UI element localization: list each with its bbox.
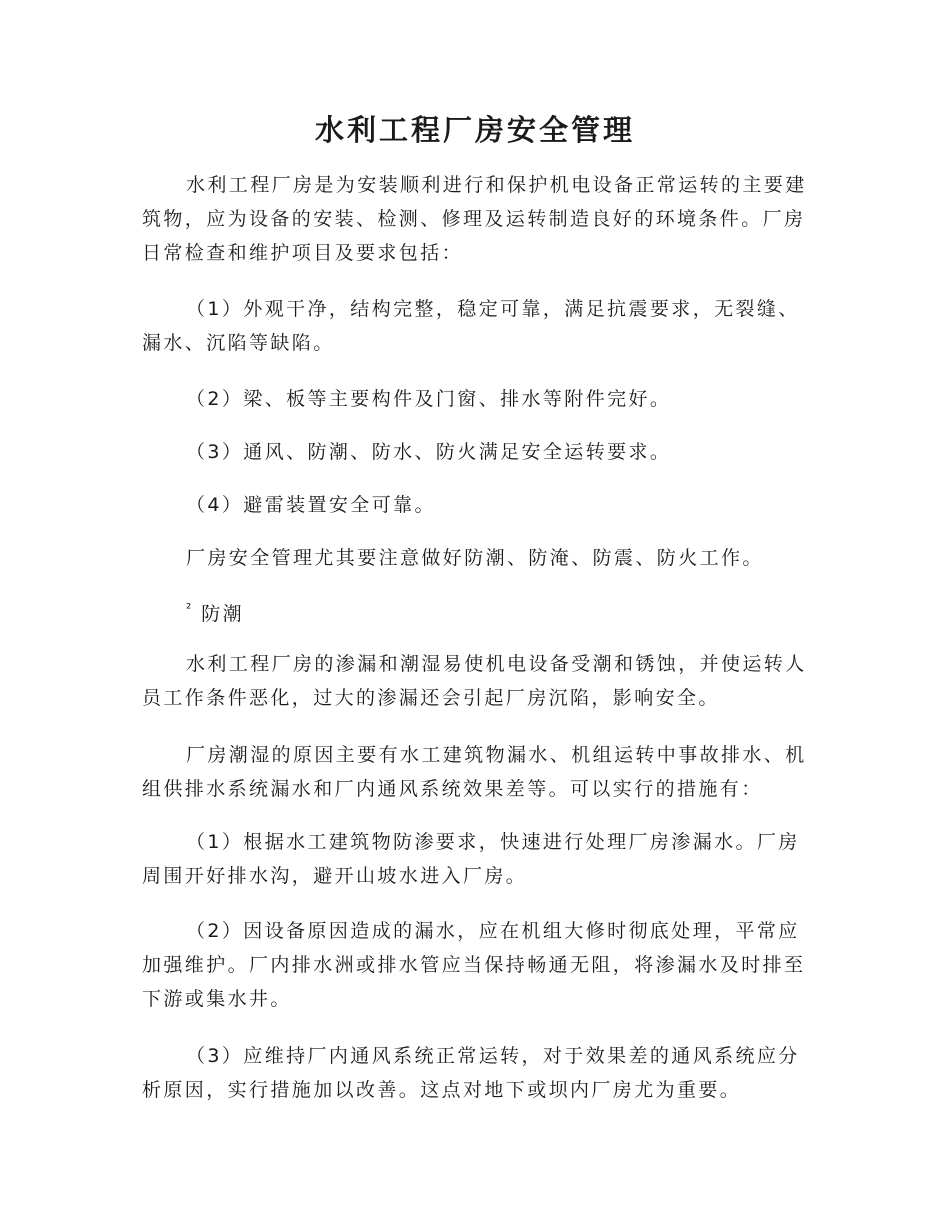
measure-item-3: （3）应维持厂内通风系统正常运转，对于效果差的通风系统应分析原因，实行措施加以改善。这点对地下或坝内厂房尤为重要。	[142, 1045, 800, 1101]
intro-paragraph: 水利工程厂房是为安装顺利进行和保护机电设备正常运转的主要建筑物，应为设备的安装、检测、修理及运转制造良好的环境条件。厂房日常检查和维护项目及要求包括：	[142, 174, 807, 264]
section-heading	[186, 593, 806, 631]
measure-item-2: （2）因设备原因造成的漏水，应在机组大修时彻底处理，平常应加强维护。厂内排水洲或排水管应当保持畅通无阻，将渗漏水及时排至下游或集水井。	[142, 920, 806, 1010]
requirement-item-3: （3）通风、防潮、防水、防火满足安全运转要求。	[186, 441, 672, 463]
moisture-paragraph-1: 水利工程厂房的渗漏和潮湿易使机电设备受潮和锈蚀，并使运转人员工作条件恶化，过大的渗漏还会引起厂房沉陷，影响安全。	[142, 653, 807, 709]
requirement-item-2: （2）梁、板等主要构件及门窗、排水等附件完好。	[186, 388, 672, 410]
document-title: 水利工程厂房安全管理	[314, 113, 635, 147]
section-heading-text: 防潮	[201, 603, 245, 625]
summary-paragraph: 厂房安全管理尤其要注意做好防潮、防淹、防震、防火工作。	[186, 547, 764, 569]
requirement-item-1: （1）外观干净，结构完整，稳定可靠，满足抗震要求，无裂缝、漏水、沉陷等缺陷。	[142, 298, 800, 354]
requirement-item-4: （4）避雷装置安全可靠。	[186, 494, 436, 516]
measure-item-1: （1）根据水工建筑物防渗要求，快速进行处理厂房渗漏水。厂房周围开好排水沟，避开山坡水进入厂房。	[142, 831, 800, 887]
moisture-paragraph-2: 厂房潮湿的原因主要有水工建筑物漏水、机组运转中事故排水、机组供排水系统漏水和厂内通风系统效果差等。可以实行的措施有：	[142, 744, 807, 800]
bullet-icon: ²	[186, 602, 192, 617]
